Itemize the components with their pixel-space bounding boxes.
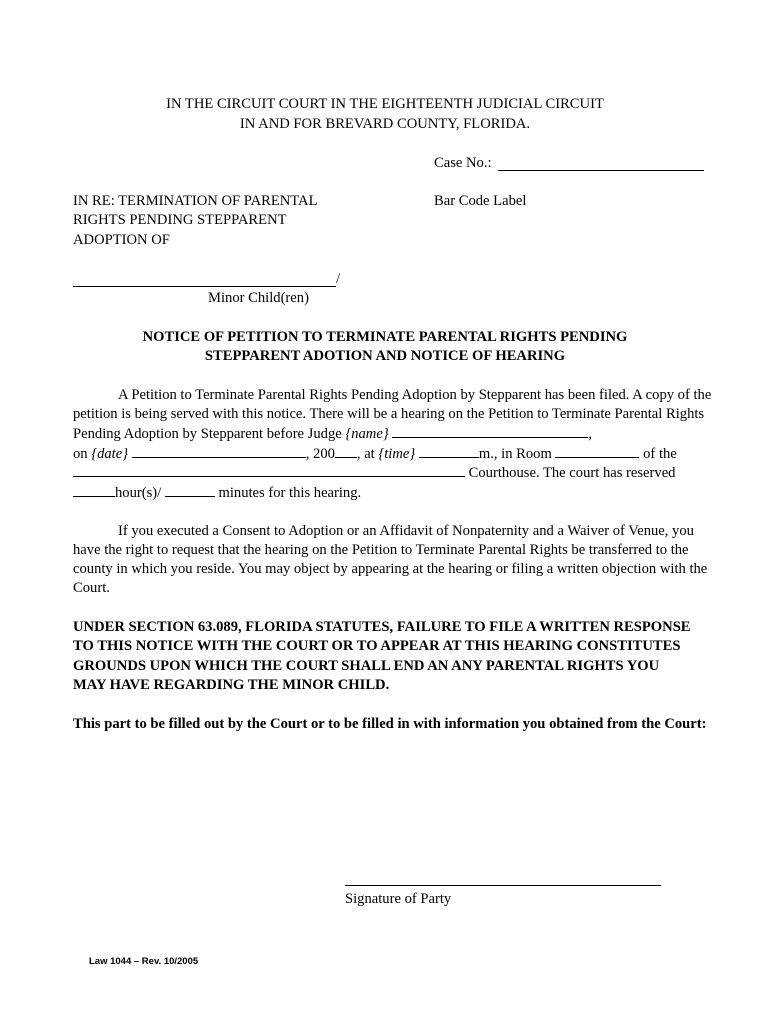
minor-child-name-field[interactable] [73, 286, 336, 287]
para1-line3-text: Pending Adoption by Stepparent before Judge [73, 426, 346, 442]
para1-line3-comma: , [588, 426, 592, 442]
time-field[interactable] [419, 445, 479, 458]
hours-label: hour(s)/ [115, 485, 165, 501]
warning-line4: MAY HAVE REGARDING THE MINOR CHILD. [73, 677, 390, 693]
caption-slash: / [336, 271, 341, 287]
courthouse-label: Courthouse. The court has reserved [465, 465, 676, 481]
form-footer: Law 1044 – Rev. 10/2005 [89, 956, 199, 967]
para2-line3: county in which you reside. You may object by appearing at the hearing or filing a written objection with the [73, 561, 708, 577]
court-header-line1: IN THE CIRCUIT COURT IN THE EIGHTEENTH JUDICIAL CIRCUIT [166, 96, 604, 112]
courthouse-field[interactable] [73, 464, 465, 477]
para2-line1: If you executed a Consent to Adoption or an Affidavit of Nonpaternity and a Waiver of Venue, you [118, 523, 694, 539]
year-prefix: , 200 [305, 446, 335, 462]
at-label: , at [356, 446, 379, 462]
para1-line5 [73, 464, 675, 482]
warning-line2: TO THIS NOTICE WITH THE COURT OR TO APPEAR AT THIS HEARING CONSTITUTES [73, 638, 681, 654]
room-field[interactable] [555, 445, 639, 458]
on-label: on [73, 446, 92, 462]
minutes-field[interactable] [165, 484, 215, 497]
para1-line1: A Petition to Terminate Parental Rights Pending Adoption by Stepparent has been filed. A copy of the [118, 387, 712, 403]
date-placeholder: {date} [91, 446, 129, 462]
para1-line6 [73, 484, 361, 502]
warning-line3: GROUNDS UPON WHICH THE COURT SHALL END AN ANY PARENTAL RIGHTS YOU [73, 658, 660, 674]
para2-line2: have the right to request that the hearing on the Petition to Terminate Parental Rights be transferred to the [73, 542, 689, 558]
in-re-line2: RIGHTS PENDING STEPPARENT [73, 212, 287, 228]
judge-name-field[interactable] [392, 425, 588, 438]
time-placeholder: {time} [378, 446, 416, 462]
para1-line4 [73, 445, 677, 463]
signature-field[interactable] [345, 885, 661, 886]
para1-line3 [73, 425, 592, 443]
minutes-label: minutes for this hearing. [214, 485, 362, 501]
warning-line1: UNDER SECTION 63.089, FLORIDA STATUTES, FAILURE TO FILE A WRITTEN RESPONSE [73, 619, 691, 635]
para1-line2: petition is being served with this notice. There will be a hearing on the Petition to Terminate Parental Rights [73, 406, 705, 422]
bar-code-label: Bar Code Label [434, 193, 527, 209]
of-the-label: of the [639, 446, 677, 462]
court-header-line2: IN AND FOR BREVARD COUNTY, FLORIDA. [239, 116, 531, 132]
case-no-field[interactable] [498, 170, 704, 171]
notice-title-line1: NOTICE OF PETITION TO TERMINATE PARENTAL RIGHTS PENDING [142, 329, 628, 345]
notice-title-line2: STEPPARENT ADOTION AND NOTICE OF HEARING [204, 348, 566, 364]
case-no-label: Case No.: [434, 155, 492, 171]
signature-label: Signature of Party [345, 891, 452, 907]
date-field[interactable] [132, 445, 306, 458]
court-fill-note: This part to be filled out by the Court or to be filled in with information you obtained from the Court: [73, 716, 707, 732]
in-re-line1: IN RE: TERMINATION OF PARENTAL [73, 193, 318, 209]
room-label: m., in Room [478, 446, 556, 462]
judge-name-placeholder: {name} [345, 426, 389, 442]
para2-line4: Court. [73, 580, 110, 596]
year-field[interactable] [335, 445, 357, 458]
minor-children-label: Minor Child(ren) [208, 290, 309, 306]
hours-field[interactable] [73, 484, 115, 497]
in-re-line3: ADOPTION OF [73, 232, 170, 248]
